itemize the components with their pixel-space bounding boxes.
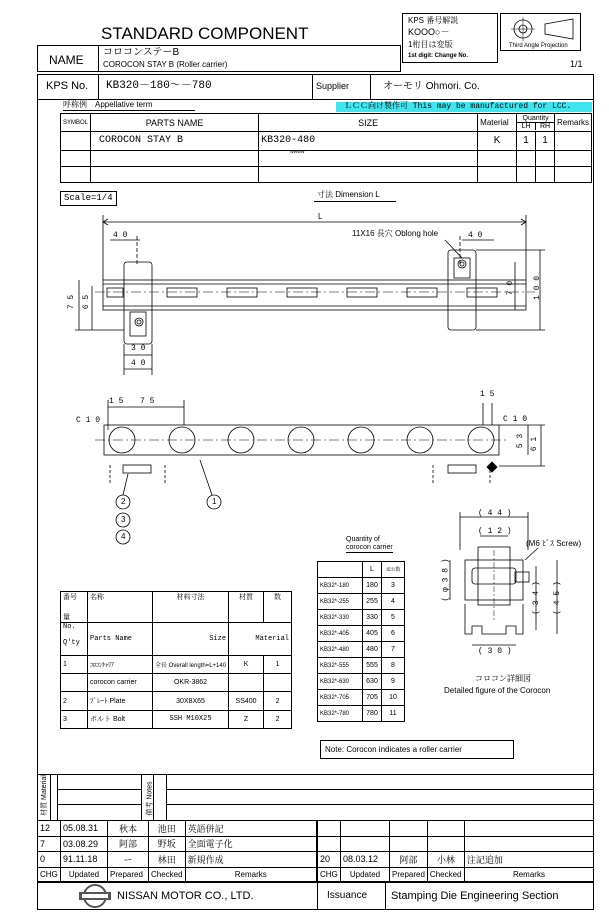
detail-caption-en: Detailed figure of the Corocon: [444, 686, 551, 695]
detail-dim-34: ( 3 4 ): [531, 581, 541, 615]
rev-2-remarks: 全面電子化: [185, 836, 316, 852]
dim-100: 1 0 0: [533, 275, 543, 301]
supplier-label: Supplier: [316, 81, 350, 91]
rev-2-date: 03.08.29: [61, 836, 108, 852]
bom-qty-header-jp: 量: [63, 614, 70, 621]
balloon-1: 1: [212, 497, 217, 506]
qty-title-line-2: corocon carrier: [346, 544, 393, 551]
qty-row: [318, 626, 405, 642]
bom-row-2-material: [229, 674, 264, 692]
dim-40-right: 4 0: [468, 231, 483, 240]
qty-length: 705: [363, 690, 382, 706]
bom-row-1-no: 1: [61, 655, 88, 673]
qty-length: 255: [363, 594, 382, 610]
qty-count: 8: [382, 658, 405, 674]
bom-row-1-name: ｺﾛｺﾝｷｬﾘｱ: [88, 655, 153, 673]
qty-length: 480: [363, 642, 382, 658]
name-jp: コロコンステーB: [103, 47, 180, 58]
kps-label: KPS No.: [46, 80, 89, 92]
notes-side-label: 備考 Notes: [146, 781, 154, 816]
rev-1-date: 05.08.31: [61, 821, 108, 837]
qty-count: 5: [382, 610, 405, 626]
rev-2-prep: 阿部: [108, 836, 149, 852]
dim-53: 5 3: [516, 433, 526, 449]
balloon-3: 3: [121, 515, 126, 524]
kps-box-line-1: KPS 番号解説: [408, 16, 459, 25]
qty-model: KB32*-330: [318, 610, 363, 626]
rev-right-chg: 20: [318, 852, 341, 868]
company-name: NISSAN MOTOR CO., LTD.: [117, 890, 254, 902]
kps-box-line-3: 1桁目は変版: [408, 40, 453, 49]
bom-row-4-material: Z: [229, 710, 264, 728]
rev-1-remarks: 英語併記: [185, 821, 316, 837]
kps-box-line-4: 1st digit: Change No.: [408, 53, 468, 59]
note-text: Note: Corocon indicates a roller carrier: [325, 745, 462, 754]
appellative-label: 呼称例 Appellative term: [63, 100, 153, 109]
detail-dim-45: ( 4 5 ): [552, 581, 562, 615]
dim-40-bottom: 4 0: [131, 359, 146, 368]
size-value: KB320-480: [259, 132, 478, 150]
bom-material-header-en: Material: [229, 623, 292, 655]
footer-remarks-right: Remarks: [464, 867, 593, 882]
qty-count: 4: [382, 594, 405, 610]
footer-updated-left: Updated: [61, 867, 108, 882]
rev-1-check: 池田: [149, 821, 186, 837]
qty-count: 9: [382, 674, 405, 690]
parts-name-header: PARTS NAME: [91, 114, 259, 132]
qty-model: KB32*-780: [318, 706, 363, 722]
qty-title-line-1: Quantity of: [346, 536, 380, 543]
footer-checked-left: Checked: [149, 867, 186, 882]
issuance-value: Stamping Die Engineering Section: [391, 890, 559, 902]
rh-value: 1: [536, 132, 555, 150]
material-value: K: [478, 132, 517, 150]
bom-qty-header-en: Q'ty: [63, 639, 80, 648]
dim-70: 7 0: [506, 280, 516, 296]
balloon-2: 2: [121, 497, 126, 506]
bom-row-1-qty: 1: [264, 655, 292, 673]
bom-row-3-material: SS400: [229, 692, 264, 710]
name-label: NAME: [49, 53, 84, 67]
supplier-value: オーモリ Ohmori. Co.: [383, 81, 480, 92]
bom-no-header-jp: 番号: [63, 594, 77, 601]
parts-name-value: COROCON STAY B: [91, 132, 259, 150]
bom-name-header-jp: 名称: [88, 592, 153, 623]
bom-row-3-qty: 2: [264, 692, 292, 710]
qty-model: KB32*-705: [318, 690, 363, 706]
dim-15-left: 1 5: [109, 397, 124, 406]
revision-table-right: [317, 820, 594, 882]
rev-1-prep: 秋本: [108, 821, 149, 837]
footer-prepared-left: Prepared: [108, 867, 149, 882]
bom-table: [60, 591, 292, 729]
dim-61: 6 1: [530, 436, 540, 452]
detail-dim-38: ( φ 3 8 ): [441, 558, 451, 602]
detail-dim-30: ( 3 0 ): [478, 647, 512, 656]
detail-dim-12: ( 1 2 ): [478, 527, 512, 536]
qty-header-count: ｺﾛｺﾝ数: [382, 562, 405, 578]
dim-75-front: 7 5: [140, 397, 155, 406]
qty-row: [318, 658, 405, 674]
bom-size-header-en: Size: [153, 623, 229, 655]
chamfer-c10-right: C 1 0: [503, 415, 528, 424]
rev-3-date: 91.11.18: [61, 852, 108, 868]
rev-1-chg: 12: [38, 821, 61, 837]
qty-length: 330: [363, 610, 382, 626]
footer-chg-left: CHG: [38, 867, 61, 882]
bom-row-2-qty: [264, 674, 292, 692]
rev-2-check: 野坂: [149, 836, 186, 852]
footer-prepared-right: Prepared: [390, 867, 428, 882]
dim-30: 3 0: [131, 344, 146, 353]
sheet-number: 1/1: [570, 59, 583, 69]
qty-model: KB32*-255: [318, 594, 363, 610]
qty-count: 10: [382, 690, 405, 706]
balloon-4: 4: [121, 532, 126, 541]
rh-header: RH: [539, 123, 551, 131]
dimension-callout: 寸法 Dimension L: [317, 190, 380, 199]
remarks-header: Remarks: [554, 114, 591, 132]
bom-row-3-no: 2: [61, 692, 88, 710]
bom-row-2-size: OKR-3862: [153, 674, 229, 692]
qty-length: 555: [363, 658, 382, 674]
detail-dim-44: ( 4 4 ): [478, 509, 512, 518]
note-box: [320, 740, 514, 759]
qty-model: KB32*-180: [318, 578, 363, 594]
chamfer-c10-left: C 1 0: [76, 416, 101, 425]
kps-box-line-2: KOOO○－: [408, 27, 450, 37]
bom-row-2-no: [61, 674, 88, 692]
qty-count: 6: [382, 626, 405, 642]
bom-count-header-jp: 数: [264, 592, 292, 623]
quantity-header: Quantity: [517, 115, 554, 123]
qty-row: [318, 690, 405, 706]
qty-length: 630: [363, 674, 382, 690]
symbol-header: SYMBOL: [61, 114, 91, 132]
detail-caption-jp: コロコン詳細図: [475, 674, 531, 683]
rev-3-check: 林田: [149, 852, 186, 868]
qty-count: 7: [382, 642, 405, 658]
bom-row-4-qty: 2: [264, 710, 292, 728]
kps-value: KB320－180～－780: [106, 80, 212, 92]
dim-L: L: [318, 212, 323, 221]
bom-row-3-size: 30X8X65: [153, 692, 229, 710]
rev-3-remarks: 新規作成: [185, 852, 316, 868]
qty-row: [318, 642, 405, 658]
qty-table-title: [346, 536, 393, 553]
size-underline-mark: wwww: [290, 149, 305, 155]
qty-count: 11: [382, 706, 405, 722]
footer-updated-right: Updated: [341, 867, 390, 882]
document-title: STANDARD COMPONENT: [101, 24, 309, 43]
bom-material-header-jp: 材質: [229, 592, 264, 623]
issuance-label: Issuance: [327, 890, 368, 901]
qty-row: [318, 594, 405, 610]
rev-right-remarks: 注記追加: [464, 852, 593, 868]
lcc-text: ＬＣＣ向け製作可 This may be manufactured for LCC.: [344, 102, 572, 111]
qty-model: KB32*-405: [318, 626, 363, 642]
material-side-label: 材質 Material: [40, 775, 48, 816]
qty-model: KB32*-630: [318, 674, 363, 690]
detail-screw-label: (M6 ﾋﾞｽ Screw): [526, 539, 582, 548]
rev-right-check: 小林: [427, 852, 464, 868]
qty-model: KB32*-555: [318, 658, 363, 674]
qty-row: [318, 578, 405, 594]
oblong-hole-label: 11X16 長穴 Oblong hole: [352, 229, 439, 238]
rev-3-prep: ー: [108, 852, 149, 868]
material-header: Material: [478, 114, 517, 132]
rev-right-date: 08.03.12: [341, 852, 390, 868]
bom-row-4-size: SSH M10X25: [153, 710, 229, 728]
footer-remarks-left: Remarks: [185, 867, 316, 882]
qty-row: [318, 706, 405, 722]
bom-row-1-size: 全長 Overall length=L+140: [153, 655, 229, 673]
footer-checked-right: Checked: [427, 867, 464, 882]
bom-row-4-name: ボルト Bolt: [88, 710, 153, 728]
bom-no-header-en: No.: [63, 623, 76, 632]
dim-15-right: 1 5: [480, 390, 495, 399]
bom-row-4-no: 3: [61, 710, 88, 728]
qty-length: 180: [363, 578, 382, 594]
revision-table-left: [37, 820, 317, 882]
bom-row-1-material: K: [229, 655, 264, 673]
projection-label: Third Angle Projection: [509, 43, 568, 49]
lh-value: 1: [517, 132, 536, 150]
qty-header-L: L: [363, 562, 382, 578]
qty-table: [317, 561, 405, 722]
qty-length: 405: [363, 626, 382, 642]
qty-length: 780: [363, 706, 382, 722]
bom-row-3-name: ﾌﾟﾚｰﾄ Plate: [88, 692, 153, 710]
qty-row: [318, 674, 405, 690]
qty-row: [318, 610, 405, 626]
qty-count: 3: [382, 578, 405, 594]
rev-3-chg: 0: [38, 852, 61, 868]
scale-label: Scale=1/4: [60, 191, 117, 206]
rev-right-prep: 阿部: [390, 852, 428, 868]
bom-row-2-name: corocon carrier: [88, 674, 153, 692]
dim-75: 7 5: [67, 294, 77, 310]
rev-2-chg: 7: [38, 836, 61, 852]
lh-header: LH: [517, 123, 536, 130]
dim-40-left: 4 0: [113, 231, 128, 240]
footer-chg-right: CHG: [318, 867, 341, 882]
qty-model: KB32*-480: [318, 642, 363, 658]
bom-name-header-en: Parts Name: [88, 623, 153, 655]
bom-size-header-jp: 材料寸法: [153, 592, 229, 623]
size-header: SIZE: [259, 114, 478, 132]
dim-65: 6 5: [82, 294, 92, 310]
name-en: COROCON STAY B (Roller carrier): [103, 60, 228, 69]
